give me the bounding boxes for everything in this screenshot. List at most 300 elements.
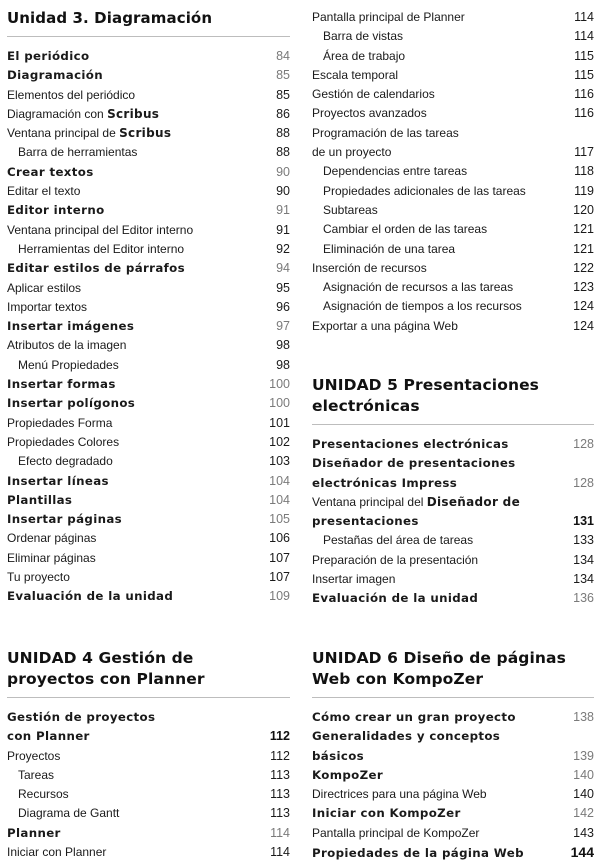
- toc-entry-title: [312, 297, 522, 316]
- toc-entry-text: KompoZer: [312, 767, 384, 782]
- toc-entry-text: Diagramación con: [7, 106, 108, 121]
- toc-entry: [312, 493, 594, 512]
- toc-entry-page: 103: [269, 454, 290, 469]
- toc-entry-text: Editor interno: [7, 203, 105, 218]
- toc-entry: [7, 394, 290, 413]
- toc-entry: [7, 201, 290, 220]
- toc-entry-text: Pestañas del área de tareas: [323, 533, 474, 548]
- toc-entry-title: [312, 824, 479, 843]
- toc-entry-title: [312, 240, 455, 259]
- toc-entry-title: [312, 474, 457, 493]
- unit4-section: [7, 648, 290, 862]
- toc-entry-title: [7, 336, 126, 355]
- toc-entry-page: 143: [573, 825, 594, 840]
- toc-entry: [7, 356, 290, 375]
- toc-entry: [7, 163, 290, 182]
- toc-entry-text: Cambiar el orden de las tareas: [323, 222, 488, 237]
- toc-entry: [312, 297, 594, 316]
- toc-entry: [312, 747, 594, 766]
- toc-entry-text: Ventana principal de: [7, 126, 120, 141]
- toc-entry-title: [7, 375, 116, 394]
- toc-entry-page: 113: [270, 787, 290, 802]
- toc-entry-page: 97: [276, 319, 290, 334]
- toc-entry-text: Ventana principal del Editor interno: [7, 222, 194, 237]
- toc-entry-page: 96: [276, 299, 290, 314]
- toc-entry: [7, 124, 290, 143]
- toc-entry: [312, 727, 594, 746]
- toc-entry: [312, 843, 594, 862]
- toc-entry-title: [312, 278, 513, 297]
- toc-entry-title: [7, 804, 119, 823]
- toc-entry-page: 109: [269, 589, 290, 604]
- toc-entry-title: [7, 491, 72, 510]
- toc-entry-page: 117: [574, 145, 594, 160]
- toc-entry: [7, 785, 290, 804]
- toc-entry-page: 142: [573, 806, 594, 821]
- unit6-entries: [312, 708, 594, 862]
- toc-entry: [7, 804, 290, 823]
- toc-entry-title: [312, 727, 500, 746]
- unit3-divider: [7, 36, 290, 37]
- toc-entry-text: presentaciones: [312, 514, 419, 529]
- toc-entry-text: Iniciar con KompoZer: [312, 806, 461, 821]
- toc-entry-title: [312, 259, 427, 278]
- toc-entry-text: Evaluación de la unidad: [7, 589, 174, 604]
- toc-entry-text: Directrices para una página Web: [312, 787, 487, 802]
- toc-entry-text: Herramientas del Editor interno: [18, 241, 185, 256]
- toc-entry-page: 88: [276, 126, 290, 141]
- toc-entry-title: [7, 747, 60, 766]
- toc-entry-page: 91: [276, 222, 290, 237]
- unit3-section: [7, 8, 290, 607]
- toc-entry-title: [7, 766, 54, 785]
- toc-entry-page: 134: [573, 572, 594, 587]
- toc-entry-title: [7, 568, 70, 587]
- toc-entry-title: [7, 727, 90, 746]
- toc-entry-title: [7, 472, 109, 491]
- toc-entry-title: [312, 708, 516, 727]
- toc-entry-text: Preparación de la presentación: [312, 552, 479, 567]
- toc-entry-text: Crear textos: [7, 164, 94, 179]
- toc-entry: [312, 317, 594, 336]
- toc-entry-text: Dependencias entre tareas: [323, 164, 468, 179]
- toc-entry: [312, 512, 594, 531]
- toc-entry: [7, 47, 290, 66]
- toc-entry: [312, 454, 594, 473]
- toc-entry-page: 133: [573, 533, 594, 548]
- toc-entry: [312, 162, 594, 181]
- toc-entry-title: [7, 221, 193, 240]
- toc-entry: [7, 549, 290, 568]
- toc-entry-text: Planner: [7, 825, 61, 840]
- unit6-title-line2: Web con KompoZer: [312, 670, 484, 688]
- toc-entry-title: [312, 785, 487, 804]
- toc-entry-title: [312, 124, 459, 143]
- toc-entry-page: 91: [276, 203, 290, 218]
- toc-entry-page: 121: [573, 241, 594, 256]
- toc-entry-page: 90: [276, 164, 290, 179]
- toc-entry: [7, 86, 290, 105]
- toc-entry: [7, 824, 290, 843]
- toc-entry-text: básicos: [312, 748, 365, 763]
- toc-entry-text: Insertar líneas: [7, 473, 109, 488]
- toc-entry-text: Gestión de calendarios: [312, 87, 435, 102]
- toc-entry-page: 128: [573, 475, 594, 490]
- unit3-title: Unidad 3. Diagramación: [7, 9, 213, 27]
- toc-entry: [312, 785, 594, 804]
- toc-entry-page: 85: [276, 87, 290, 102]
- toc-entry-page: 85: [276, 68, 290, 83]
- unit5-title-line2: electrónicas: [312, 397, 420, 415]
- toc-entry-title: [7, 143, 137, 162]
- toc-entry: [312, 220, 594, 239]
- unit3-entries: [7, 47, 290, 607]
- toc-entry-text: Insertar imagen: [312, 572, 396, 587]
- toc-entry-page: 121: [573, 222, 594, 237]
- toc-entry-title: [312, 454, 516, 473]
- toc-entry-page: 140: [573, 767, 594, 782]
- toc-entry-text: Editar estilos de párrafos: [7, 261, 185, 276]
- toc-entry-emphasis: Diseñador de: [426, 494, 521, 509]
- toc-entry-text: Eliminación de una tarea: [323, 241, 456, 256]
- toc-entry-title: [312, 201, 378, 220]
- toc-entry-page: 114: [270, 845, 290, 860]
- toc-entry-title: [7, 785, 69, 804]
- toc-entry-emphasis: Scribus: [119, 126, 172, 141]
- toc-entry-title: [7, 240, 184, 259]
- toc-entry-title: [7, 529, 96, 548]
- unit4-title-line1: UNIDAD 4 Gestión de: [7, 649, 194, 667]
- toc-entry-page: 107: [269, 570, 290, 585]
- toc-entry: [7, 279, 290, 298]
- toc-entry-text: Programación de las tareas: [312, 125, 459, 140]
- toc-entry-text: Recursos: [18, 787, 69, 802]
- toc-entry-title: [7, 452, 113, 471]
- toc-entry-text: Plantillas: [7, 492, 73, 507]
- toc-entry-text: Cómo crear un gran proyecto: [312, 710, 516, 724]
- toc-entry-text: Ordenar páginas: [7, 531, 97, 546]
- toc-entry-title: [312, 766, 383, 785]
- toc-entry: [7, 587, 290, 606]
- toc-entry-title: [7, 66, 103, 85]
- toc-entry-text: Elementos del periódico: [7, 87, 136, 102]
- unit4-entries: [7, 708, 290, 862]
- toc-entry: [7, 298, 290, 317]
- toc-entry-text: Evaluación de la unidad: [312, 591, 479, 606]
- toc-entry-page: 95: [276, 280, 290, 295]
- toc-entry-page: 84: [276, 49, 290, 63]
- toc-entry-text: Proyectos avanzados: [312, 106, 427, 121]
- toc-entry-page: 92: [276, 241, 290, 256]
- toc-entry: [312, 589, 594, 608]
- toc-entry-page: 86: [276, 106, 290, 121]
- toc-entry-page: 105: [269, 512, 290, 527]
- toc-entry: [7, 472, 290, 491]
- toc-entry-page: 139: [573, 748, 594, 763]
- toc-entry-text: Insertar imágenes: [7, 319, 135, 334]
- toc-entry-title: [312, 551, 478, 570]
- toc-entry: [7, 452, 290, 471]
- toc-entry-text: Importar textos: [7, 299, 88, 314]
- toc-entry-page: 131: [573, 514, 594, 529]
- toc-entry: [7, 182, 290, 201]
- toc-entry-text: Barra de vistas: [323, 29, 404, 44]
- toc-entry: [7, 240, 290, 259]
- toc-entry-page: 107: [269, 550, 290, 565]
- toc-entry-page: 104: [269, 473, 290, 488]
- toc-entry-title: [312, 47, 405, 66]
- toc-entry-title: [7, 587, 173, 606]
- toc-entry: [7, 747, 290, 766]
- toc-entry-page: 100: [269, 377, 290, 392]
- toc-entry-text: Atributos de la imagen: [7, 338, 127, 353]
- toc-entry: [7, 375, 290, 394]
- toc-entry-title: [7, 182, 80, 201]
- toc-entry-page: 140: [573, 787, 594, 802]
- toc-entry-text: Asignación de recursos a las tareas: [323, 280, 514, 295]
- toc-entry: [7, 510, 290, 529]
- toc-entry: [312, 27, 594, 46]
- toc-entry: [312, 47, 594, 66]
- toc-entry-page: 115: [574, 48, 594, 63]
- toc-entry-page: 98: [276, 338, 290, 353]
- toc-entry: [7, 221, 290, 240]
- toc-entry-title: [312, 747, 364, 766]
- toc-entry: [7, 843, 290, 862]
- toc-entry: [7, 708, 290, 727]
- toc-entry: [312, 824, 594, 843]
- toc-entry-text: Propiedades de la página Web: [312, 846, 524, 861]
- toc-entry-page: 101: [269, 415, 290, 430]
- toc-entry-title: [312, 589, 478, 608]
- toc-entry: [312, 474, 594, 493]
- toc-entry-page: 104: [269, 492, 290, 507]
- unit6-title-line1: UNIDAD 6 Diseño de páginas: [312, 649, 566, 667]
- unit6-title: [312, 648, 594, 690]
- toc-entry: [312, 240, 594, 259]
- toc-entry-page: 136: [573, 591, 594, 606]
- toc-entry-page: 113: [270, 806, 290, 821]
- toc-entry-page: 116: [574, 106, 594, 121]
- toc-entry-title: [312, 512, 419, 531]
- toc-entry-title: [7, 298, 87, 317]
- toc-entry-text: Generalidades y conceptos: [312, 729, 501, 744]
- toc-entry-page: 114: [574, 29, 594, 44]
- toc-entry-text: Editar el texto: [7, 184, 81, 199]
- toc-entry-title: [312, 182, 526, 201]
- toc-entry-text: Insertar formas: [7, 377, 116, 392]
- toc-entry: [312, 804, 594, 823]
- toc-entry-title: [7, 394, 135, 413]
- toc-entry-title: [312, 317, 458, 336]
- toc-entry-page: 123: [573, 280, 594, 295]
- toc-entry-title: [7, 549, 96, 568]
- toc-entry-page: 119: [574, 183, 594, 198]
- unit4-title: [7, 648, 290, 690]
- toc-entry-text: Tareas: [18, 767, 55, 782]
- toc-entry-page: 120: [573, 202, 594, 217]
- toc-entry-emphasis: Scribus: [107, 106, 160, 121]
- unit5-section: [312, 375, 594, 609]
- toc-entry-text: Pantalla principal de KompoZer: [312, 825, 480, 840]
- toc-entry: [312, 570, 594, 589]
- toc-entry-title: [312, 804, 461, 823]
- toc-entry: [7, 727, 290, 746]
- toc-entry-page: 112: [269, 729, 290, 744]
- toc-entry-page: 118: [574, 164, 594, 179]
- toc-entry-text: Tu proyecto: [7, 570, 70, 585]
- toc-entry-page: 100: [269, 396, 290, 411]
- toc-entry-text: Gestión de proyectos: [7, 710, 156, 724]
- toc-entry-text: Propiedades Colores: [7, 434, 120, 449]
- toc-entry-title: [7, 824, 61, 843]
- toc-entry-title: [7, 163, 94, 182]
- toc-entry-text: Subtareas: [323, 202, 378, 217]
- toc-entry: [7, 568, 290, 587]
- toc-entry: [312, 201, 594, 220]
- toc-entry: [7, 66, 290, 85]
- toc-entry: [312, 531, 594, 550]
- toc-entry: [7, 414, 290, 433]
- toc-entry-text: Pantalla principal de Planner: [312, 10, 465, 24]
- toc-entry-text: El periódico: [7, 49, 90, 63]
- toc-entry-title: [7, 47, 89, 66]
- toc-entry-text: Barra de herramientas: [18, 145, 138, 160]
- toc-entry-title: [7, 279, 81, 298]
- unit6-divider: [312, 697, 594, 698]
- toc-entry-page: 124: [573, 318, 594, 333]
- toc-entry-text: Presentaciones electrónicas: [312, 437, 509, 451]
- toc-entry-page: 114: [270, 825, 290, 840]
- toc-entry-text: Eliminar páginas: [7, 550, 96, 565]
- toc-entry-page: 102: [269, 434, 290, 449]
- toc-entry-title: [7, 201, 105, 220]
- toc-entry: [312, 766, 594, 785]
- toc-entry-page: 144: [570, 844, 594, 861]
- toc-entry-text: Menú Propiedades: [18, 357, 119, 372]
- toc-entry-page: 116: [574, 87, 594, 102]
- toc-entry-page: 113: [270, 767, 290, 782]
- toc-entry-title: [7, 105, 159, 124]
- toc-entry-title: [7, 510, 122, 529]
- toc-entry-text: con Planner: [7, 729, 90, 744]
- toc-entry: [312, 182, 594, 201]
- toc-entry-title: [312, 570, 395, 589]
- unit4-divider: [7, 697, 290, 698]
- unit4-continued-entries: [312, 8, 594, 336]
- toc-entry-title: [7, 356, 119, 375]
- toc-entry-text: Exportar a una página Web: [312, 318, 458, 333]
- unit4-title-line2: proyectos con Planner: [7, 670, 205, 688]
- toc-entry: [312, 551, 594, 570]
- toc-entry-text: Propiedades Forma: [7, 415, 113, 430]
- toc-entry-page: 112: [270, 748, 290, 763]
- toc-entry: [312, 278, 594, 297]
- toc-entry-title: [7, 317, 134, 336]
- toc-entry-text: electrónicas Impress: [312, 475, 458, 490]
- toc-entry: [7, 259, 290, 278]
- toc-entry: [312, 8, 594, 27]
- toc-entry-title: [7, 124, 171, 143]
- toc-entry: [312, 104, 594, 123]
- toc-entry: [312, 124, 594, 143]
- toc-entry-text: de un proyecto: [312, 145, 392, 160]
- toc-entry-title: [312, 143, 391, 162]
- toc-entry: [7, 143, 290, 162]
- toc-entry-title: [312, 220, 487, 239]
- toc-entry-text: Propiedades adicionales de las tareas: [323, 183, 526, 198]
- toc-entry-title: [312, 104, 427, 123]
- toc-entry-text: Diagrama de Gantt: [18, 806, 120, 821]
- toc-entry-text: Iniciar con Planner: [7, 845, 107, 860]
- unit5-title: [312, 375, 594, 417]
- toc-entry-title: [312, 493, 520, 512]
- toc-entry-text: Inserción de recursos: [312, 260, 427, 275]
- toc-entry: [7, 766, 290, 785]
- unit5-divider: [312, 424, 594, 425]
- toc-entry-title: [7, 708, 155, 727]
- toc-entry: [312, 708, 594, 727]
- unit4-continued-section: [312, 8, 594, 336]
- toc-entry-text: Asignación de tiempos a los recursos: [323, 299, 522, 314]
- toc-entry-title: [312, 435, 509, 454]
- toc-entry-title: [7, 414, 112, 433]
- toc-entry-page: 106: [269, 531, 290, 546]
- toc-entry-title: [312, 162, 467, 181]
- toc-entry-text: Área de trabajo: [323, 48, 406, 63]
- toc-entry: [312, 143, 594, 162]
- toc-entry: [7, 491, 290, 510]
- toc-entry: [7, 317, 290, 336]
- toc-entry-page: 134: [573, 552, 594, 567]
- toc-entry-page: 124: [573, 299, 594, 314]
- toc-entry-title: [7, 433, 119, 452]
- unit5-entries: [312, 435, 594, 609]
- toc-entry-page: 88: [276, 145, 290, 160]
- toc-entry-text: Diagramación: [7, 68, 104, 83]
- toc-entry-page: 115: [574, 67, 594, 82]
- toc-entry-page: 98: [276, 357, 290, 372]
- toc-entry: [312, 66, 594, 85]
- toc-entry-page: 128: [573, 437, 594, 451]
- toc-entry-text: Proyectos: [7, 748, 61, 763]
- toc-entry: [7, 529, 290, 548]
- toc-entry-title: [7, 843, 106, 862]
- toc-entry: [312, 85, 594, 104]
- toc-entry-text: Escala temporal: [312, 67, 399, 82]
- toc-entry-text: Insertar polígonos: [7, 396, 136, 411]
- toc-entry-title: [312, 85, 435, 104]
- toc-entry-title: [312, 531, 473, 550]
- toc-entry: [7, 105, 290, 124]
- toc-entry-page: 122: [573, 260, 594, 275]
- toc-entry: [312, 259, 594, 278]
- toc-entry: [312, 435, 594, 454]
- toc-entry-page: 94: [276, 261, 290, 276]
- unit6-section: [312, 648, 594, 862]
- toc-entry: [7, 336, 290, 355]
- toc-entry-page: 90: [276, 184, 290, 199]
- toc-entry-title: [312, 8, 465, 27]
- toc-entry-title: [312, 27, 403, 46]
- toc-entry-page: 138: [573, 710, 594, 724]
- toc-entry-text: Aplicar estilos: [7, 280, 82, 295]
- toc-entry-title: [312, 844, 524, 863]
- toc-entry-title: [312, 66, 398, 85]
- toc-entry-text: Ventana principal del: [312, 494, 427, 509]
- toc-entry-text: Diseñador de presentaciones: [312, 456, 516, 471]
- toc-entry-title: [7, 86, 135, 105]
